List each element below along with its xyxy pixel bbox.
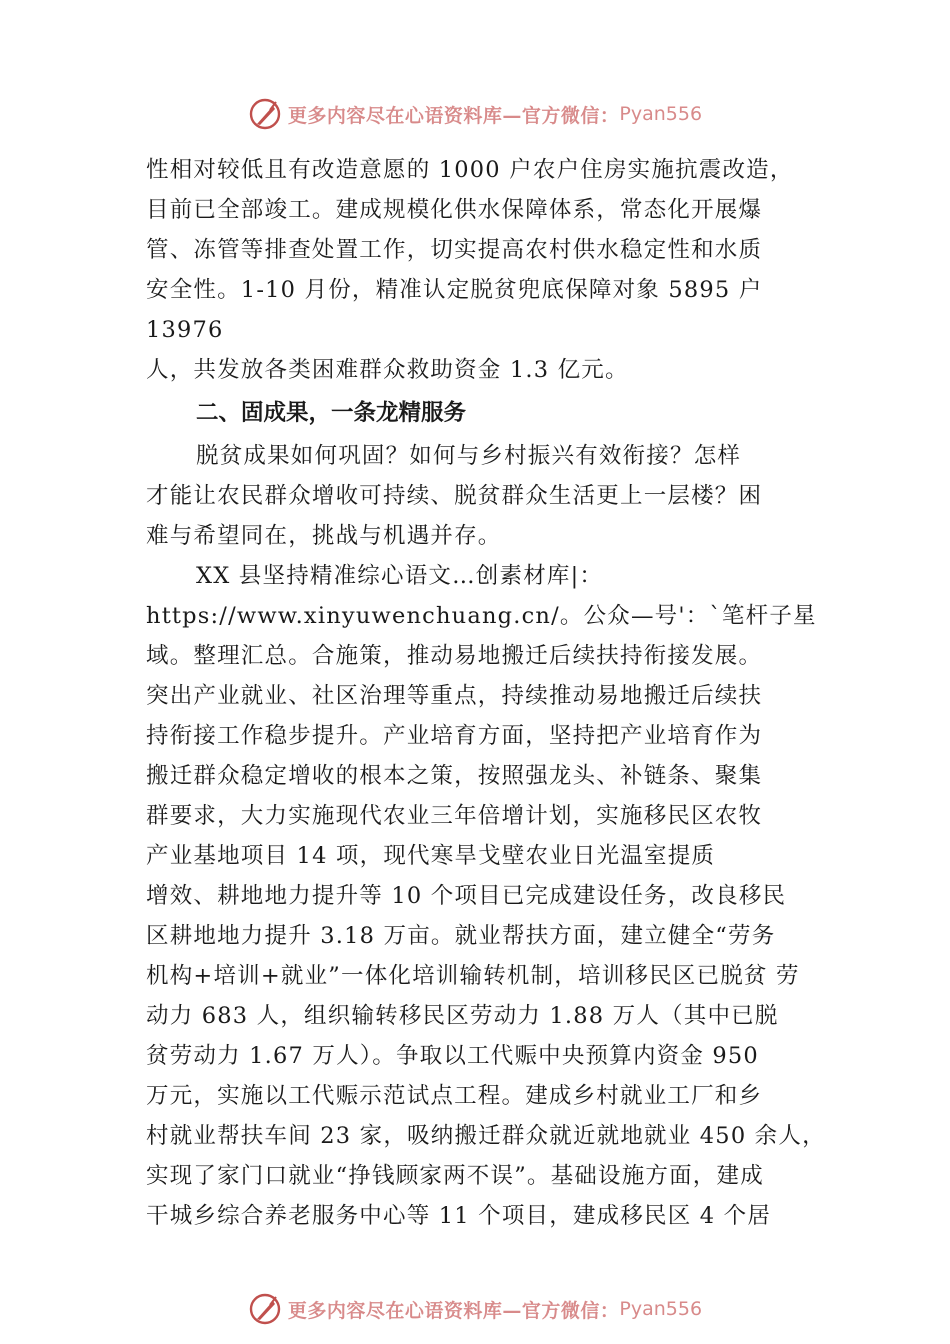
text-line: 群要求，大力实施现代农业三年倍增计划，实施移民区农牧 bbox=[146, 803, 763, 829]
header-banner bbox=[0, 94, 950, 134]
text-line: 万元，实施以工代赈示范试点工程。建成乡村就业工厂和乡 bbox=[146, 1083, 763, 1109]
text-line: 安全性。1-10 月份，精准认定脱贫兜底保障对象 5895 户 bbox=[146, 277, 763, 303]
text-line: 目前已全部竣工。建成规模化供水保障体系，常态化开展爆 bbox=[146, 197, 763, 223]
text-line: 脱贫成果如何巩固？如何与乡村振兴有效衔接？怎样 bbox=[196, 443, 742, 469]
footer-banner bbox=[0, 1289, 950, 1329]
quill-logo-icon bbox=[248, 1292, 282, 1326]
text-line: 村就业帮扶车间 23 家，吸纳搬迁群众就近就地就业 450 余人， bbox=[146, 1123, 826, 1149]
text-line: 域。整理汇总。合施策，推动易地搬迁后续扶持衔接发展。 bbox=[146, 643, 763, 669]
text-line: 人，共发放各类困难群众救助资金 1.3 亿元。 bbox=[146, 357, 629, 383]
text-line: 干城乡综合养老服务中心等 11 个项目，建成移民区 4 个居 bbox=[146, 1203, 772, 1229]
text-line: 产业基地项目 14 项，现代寒旱戈壁农业日光温室提质 bbox=[146, 843, 716, 869]
text-line: XX 县坚持精准综心语文…创素材库|： bbox=[196, 563, 604, 589]
banner-text: 更多内容尽在心语资料库—官方微信： bbox=[287, 104, 620, 127]
banner-wechat-id: Pyan556 bbox=[619, 1298, 703, 1320]
text-line: 才能让农民群众增收可持续、脱贫群众生活更上一层楼？困 bbox=[146, 483, 763, 509]
section-heading: 二、固成果，一条龙精服务 bbox=[196, 400, 467, 426]
text-line: 贫劳动力 1.67 万人）。争取以工代赈中央预算内资金 950 bbox=[146, 1043, 759, 1069]
text-line: 突出产业就业、社区治理等重点，持续推动易地搬迁后续扶 bbox=[146, 683, 763, 709]
text-line: 区耕地地力提升 3.18 万亩。就业帮扶方面，建立健全“劳务 bbox=[146, 923, 776, 949]
text-line: https://www.xinyuwenchuang.cn/。公众—号'：`笔杆子星 bbox=[146, 603, 817, 629]
text-line: 难与希望同在，挑战与机遇并存。 bbox=[146, 523, 502, 549]
banner-text: 更多内容尽在心语资料库—官方微信： bbox=[287, 1299, 620, 1322]
banner-wechat-id: Pyan556 bbox=[619, 103, 703, 125]
text-line: 性相对较低且有改造意愿的 1000 户农户住房实施抗震改造， bbox=[146, 157, 794, 183]
text-line: 机构+培训+就业”一体化培训输转机制，培训移民区已脱贫 劳 bbox=[146, 963, 800, 989]
text-line: 动力 683 人，组织输转移民区劳动力 1.88 万人（其中已脱 bbox=[146, 1003, 779, 1029]
text-line: 持衔接工作稳步提升。产业培育方面，坚持把产业培育作为 bbox=[146, 723, 763, 749]
text-line: 实现了家门口就业“挣钱顾家两不误”。基础设施方面，建成 bbox=[146, 1163, 764, 1189]
text-line: 13976 bbox=[146, 317, 224, 343]
document-body bbox=[146, 150, 826, 1236]
text-line: 管、冻管等排查处置工作，切实提高农村供水稳定性和水质 bbox=[146, 237, 763, 263]
text-line: 增效、耕地地力提升等 10 个项目已完成建设任务，改良移民 bbox=[146, 883, 787, 909]
quill-logo-icon bbox=[248, 97, 282, 131]
text-line: 搬迁群众稳定增收的根本之策，按照强龙头、补链条、聚集 bbox=[146, 763, 763, 789]
